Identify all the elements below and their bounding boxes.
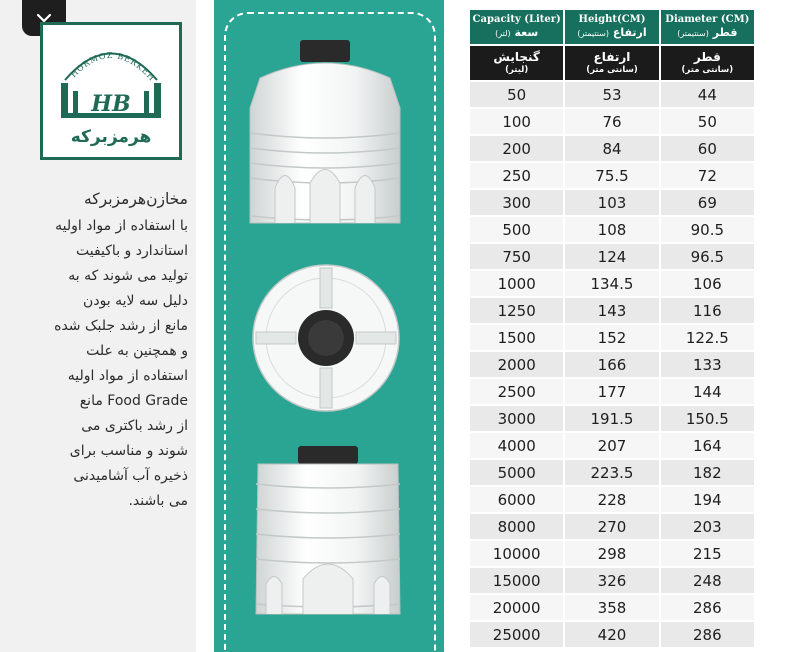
table-row bbox=[470, 595, 754, 620]
diameter-cell: 122.5 bbox=[661, 325, 754, 350]
diameter-cell: 164 bbox=[661, 433, 754, 458]
diameter-cell: 286 bbox=[661, 622, 754, 647]
capacity-cell: 10000 bbox=[470, 541, 563, 566]
header-height-ar: ارتفاع (سنتيمتر) bbox=[577, 26, 647, 39]
capacity-cell: 1500 bbox=[470, 325, 563, 350]
header-capacity-fa: گنجایش (لیتر) bbox=[470, 46, 563, 80]
capacity-cell: 1250 bbox=[470, 298, 563, 323]
svg-text:HORMOZ BERKEH: HORMOZ BERKEH bbox=[68, 50, 157, 83]
header-diameter bbox=[661, 10, 754, 44]
specs-table bbox=[468, 8, 756, 649]
header-diameter-en: Diameter (CM) bbox=[665, 14, 750, 25]
diameter-cell: 133 bbox=[661, 352, 754, 377]
capacity-cell: 6000 bbox=[470, 487, 563, 512]
table-row bbox=[470, 622, 754, 647]
height-cell: 152 bbox=[565, 325, 658, 350]
description-line: استفاده از مواد اولیه bbox=[67, 368, 188, 384]
description-line: شوند و مناسب برای bbox=[69, 443, 188, 459]
capacity-cell: 8000 bbox=[470, 514, 563, 539]
header-height bbox=[565, 10, 658, 44]
table-row bbox=[470, 163, 754, 188]
height-cell: 420 bbox=[565, 622, 658, 647]
capacity-cell: 3000 bbox=[470, 406, 563, 431]
description-line: و همچنین به علت bbox=[86, 343, 188, 359]
header-diameter-fa: قطر (سانتی متر) bbox=[661, 46, 754, 80]
header-height-en: Height(CM) bbox=[578, 14, 646, 25]
capacity-cell: 2000 bbox=[470, 352, 563, 377]
height-cell: 124 bbox=[565, 244, 658, 269]
capacity-cell: 100 bbox=[470, 109, 563, 134]
diameter-cell: 50 bbox=[661, 109, 754, 134]
table-row bbox=[470, 271, 754, 296]
height-cell: 84 bbox=[565, 136, 658, 161]
header-capacity-ar: سعة (لتر) bbox=[495, 26, 539, 39]
height-cell: 207 bbox=[565, 433, 658, 458]
diameter-cell: 203 bbox=[661, 514, 754, 539]
diameter-cell: 106 bbox=[661, 271, 754, 296]
capacity-cell: 250 bbox=[470, 163, 563, 188]
table-row bbox=[470, 244, 754, 269]
height-cell: 103 bbox=[565, 190, 658, 215]
height-cell: 143 bbox=[565, 298, 658, 323]
description-line: از رشد باکتری می bbox=[81, 418, 188, 434]
description-line: مانع از رشد جلبک شده bbox=[54, 318, 188, 334]
table-row bbox=[470, 217, 754, 242]
table-row bbox=[470, 460, 754, 485]
height-cell: 53 bbox=[565, 82, 658, 107]
height-cell: 270 bbox=[565, 514, 658, 539]
table-row bbox=[470, 352, 754, 377]
table-row bbox=[470, 541, 754, 566]
specs-table-wrapper bbox=[470, 8, 750, 649]
description-line: دلیل سه لایه بودن bbox=[83, 293, 188, 309]
diameter-cell: 96.5 bbox=[661, 244, 754, 269]
header-capacity-en: Capacity (Liter) bbox=[472, 14, 561, 25]
tank-front-image bbox=[240, 38, 410, 230]
capacity-cell: 500 bbox=[470, 217, 563, 242]
header-capacity bbox=[470, 10, 563, 44]
description-line: با استفاده از مواد اولیه bbox=[55, 218, 188, 234]
capacity-cell: 50 bbox=[470, 82, 563, 107]
height-cell: 326 bbox=[565, 568, 658, 593]
description-line: تولید می شوند که به bbox=[68, 268, 188, 284]
table-row bbox=[470, 568, 754, 593]
table-row bbox=[470, 514, 754, 539]
diameter-cell: 194 bbox=[661, 487, 754, 512]
height-cell: 191.5 bbox=[565, 406, 658, 431]
table-row bbox=[470, 433, 754, 458]
height-cell: 166 bbox=[565, 352, 658, 377]
capacity-cell: 5000 bbox=[470, 460, 563, 485]
diameter-cell: 72 bbox=[661, 163, 754, 188]
diameter-cell: 215 bbox=[661, 541, 754, 566]
description-line: Food Grade مانع bbox=[79, 393, 188, 409]
capacity-cell: 15000 bbox=[470, 568, 563, 593]
table-row bbox=[470, 109, 754, 134]
table-row bbox=[470, 325, 754, 350]
description-line: ذخیره آب آشامیدنی bbox=[73, 468, 188, 484]
table-row bbox=[470, 379, 754, 404]
capacity-cell: 1000 bbox=[470, 271, 563, 296]
height-cell: 75.5 bbox=[565, 163, 658, 188]
height-cell: 134.5 bbox=[565, 271, 658, 296]
diameter-cell: 182 bbox=[661, 460, 754, 485]
diameter-cell: 69 bbox=[661, 190, 754, 215]
header-height-fa: ارتفاع (سانتی متر) bbox=[565, 46, 658, 80]
diameter-cell: 248 bbox=[661, 568, 754, 593]
diameter-cell: 144 bbox=[661, 379, 754, 404]
height-cell: 298 bbox=[565, 541, 658, 566]
header-diameter-ar: قطر (سنتيمتر) bbox=[677, 26, 738, 39]
brand-logo bbox=[40, 22, 182, 160]
height-cell: 177 bbox=[565, 379, 658, 404]
table-row bbox=[470, 406, 754, 431]
diameter-cell: 60 bbox=[661, 136, 754, 161]
table-row bbox=[470, 487, 754, 512]
height-cell: 108 bbox=[565, 217, 658, 242]
capacity-cell: 4000 bbox=[470, 433, 563, 458]
description bbox=[0, 188, 188, 514]
description-line: استاندارد و باکیفیت bbox=[75, 243, 188, 259]
tank-top-image bbox=[250, 262, 402, 414]
height-cell: 223.5 bbox=[565, 460, 658, 485]
height-cell: 228 bbox=[565, 487, 658, 512]
description-title: مخازن‌هرمزبرکه bbox=[83, 190, 188, 208]
diameter-cell: 286 bbox=[661, 595, 754, 620]
diameter-cell: 150.5 bbox=[661, 406, 754, 431]
svg-text:HB: HB bbox=[91, 91, 131, 117]
capacity-cell: 750 bbox=[470, 244, 563, 269]
capacity-cell: 200 bbox=[470, 136, 563, 161]
capacity-cell: 25000 bbox=[470, 622, 563, 647]
table-row bbox=[470, 298, 754, 323]
diameter-cell: 44 bbox=[661, 82, 754, 107]
diameter-cell: 90.5 bbox=[661, 217, 754, 242]
diameter-cell: 116 bbox=[661, 298, 754, 323]
height-cell: 358 bbox=[565, 595, 658, 620]
brand-name-fa: هرمزبرکه bbox=[70, 127, 152, 147]
capacity-cell: 20000 bbox=[470, 595, 563, 620]
table-row bbox=[470, 190, 754, 215]
table-row bbox=[470, 82, 754, 107]
specs-table-body bbox=[470, 82, 754, 647]
table-row bbox=[470, 136, 754, 161]
capacity-cell: 2500 bbox=[470, 379, 563, 404]
tank-side-image bbox=[248, 444, 408, 620]
description-line: می باشند. bbox=[128, 493, 188, 509]
height-cell: 76 bbox=[565, 109, 658, 134]
capacity-cell: 300 bbox=[470, 190, 563, 215]
